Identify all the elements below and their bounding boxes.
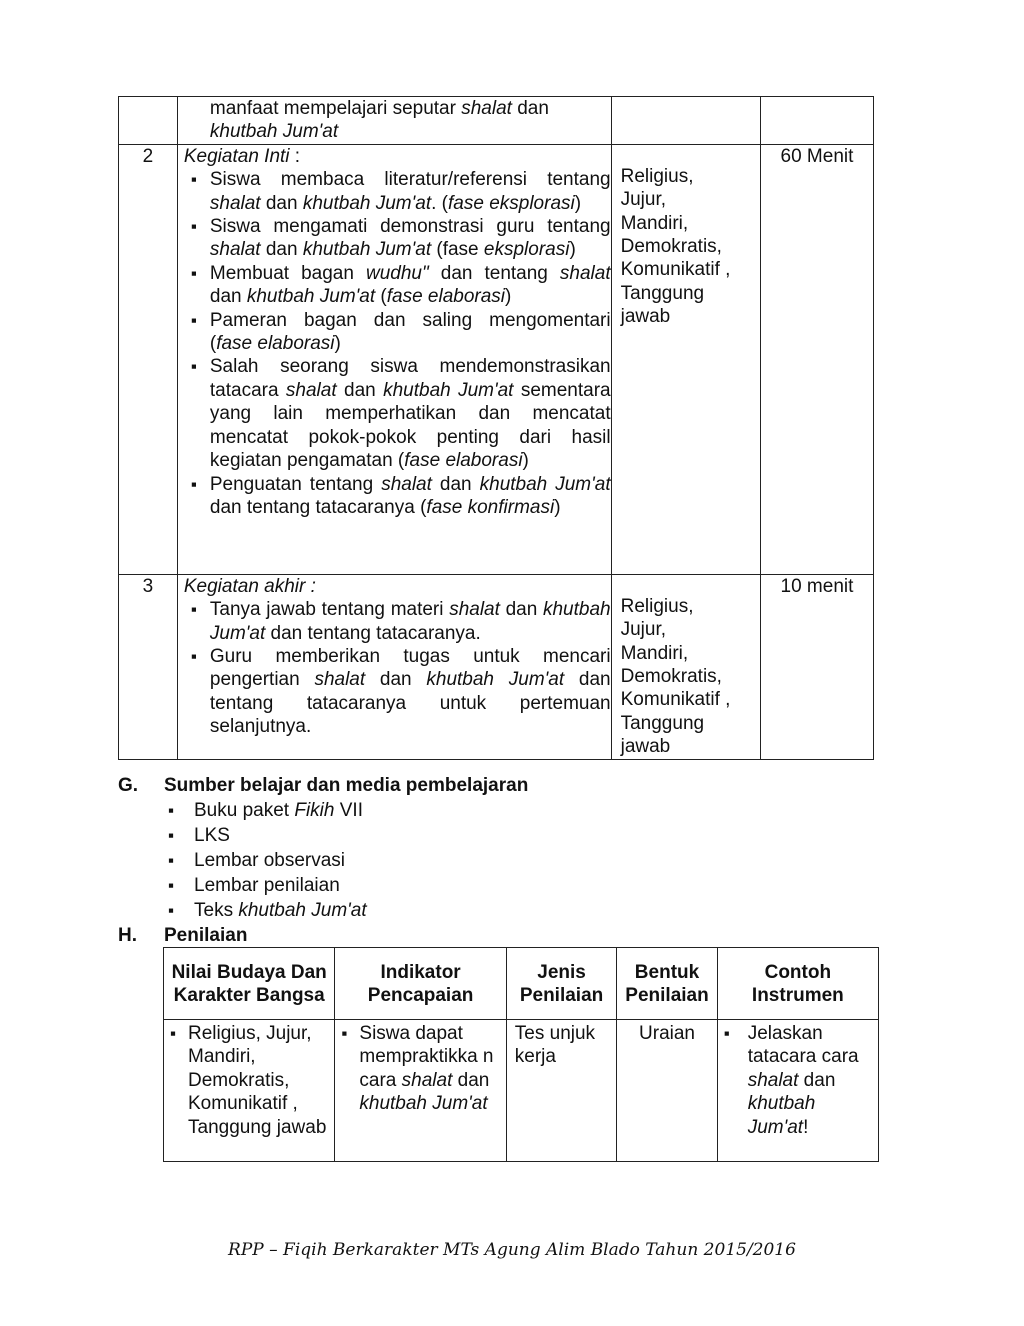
time-cell: 60 Menit xyxy=(760,144,873,574)
list-item: ▪ LKS xyxy=(164,823,528,848)
list-item: ▪ Guru memberikan tugas untuk mencari pengertian shalat dan khutbah Jum'at dan tentang tatacaranya untuk pertemuan selanjutnya. xyxy=(184,645,611,739)
column-header: Nilai Budaya Dan Karakter Bangsa xyxy=(164,948,335,1020)
time-cell: 10 menit xyxy=(760,574,873,759)
list-item: ▪ Lembar observasi xyxy=(164,848,528,873)
list-item: ▪ Pameran bagan dan saling mengomentari (fase elaborasi) xyxy=(184,309,611,356)
list-item: ▪ Buku paket Fikih VII xyxy=(164,798,528,823)
row-number: 3 xyxy=(119,574,178,759)
column-header: Jenis Penilaian xyxy=(506,948,617,1020)
table-cell xyxy=(119,97,178,145)
character-values-cell: Religius, Jujur, Mandiri, Demokratis, Komunikatif , Tanggung jawab xyxy=(611,144,760,574)
section-g xyxy=(118,773,528,948)
column-header: Contoh Instrumen xyxy=(717,948,878,1020)
table-row xyxy=(164,1020,879,1162)
table-cell: Tes unjuk kerja xyxy=(506,1020,617,1162)
activity-cell: Kegiatan Inti : ▪ Siswa membaca literatur/referensi tentang shalat dan khutbah Jum'at. (fase eksplorasi) ▪ Siswa mengamati demonstrasi guru tentang shalat dan khutbah Jum'at (fase eksplorasi) ▪ Membuat bagan wudhu" dan tentang shalat dan khutbah Jum'at (fase elaborasi) ▪ Pameran bagan dan saling mengomentari (fase elaborasi) ▪ Salah seorang siswa mendemonstrasikan tatacara shalat dan khutbah Jum'at sementara yang lain memperhatikan dan mencatat mencatat pokok-pokok penting dari hasil kegiatan pengamatan (fase elaborasi) ▪ Penguatan tentang shalat dan khutbah Jum'at dan tentang tatacaranya (fase konfirmasi) xyxy=(177,144,611,574)
table-cell xyxy=(611,97,760,145)
table-cell: ▪ Religius, Jujur, Mandiri, Demokratis, Komunikatif , Tanggung jawab xyxy=(164,1020,335,1162)
list-item: ▪ Salah seorang siswa mendemonstrasikan tatacara shalat dan khutbah Jum'at sementara yang lain memperhatikan dan mencatat mencatat pokok-pokok penting dari hasil kegiatan pengamatan (fase elaborasi) xyxy=(184,355,611,472)
list-item: ▪ Membuat bagan wudhu" dan tentang shalat dan khutbah Jum'at (fase elaborasi) xyxy=(184,262,611,309)
table-row xyxy=(119,574,874,759)
page-footer: RPP – Fiqih Berkarakter MTs Agung Alim Blado Tahun 2015/2016 xyxy=(228,1240,796,1260)
table-header-row xyxy=(164,948,879,1020)
list-item: ▪ Teks khutbah Jum'at xyxy=(164,898,528,923)
list-item: ▪ Tanya jawab tentang materi shalat dan khutbah Jum'at dan tentang tatacaranya. xyxy=(184,598,611,645)
table-cell: Uraian xyxy=(617,1020,717,1162)
table-row xyxy=(119,144,874,574)
table-cell xyxy=(760,97,873,145)
table-cell: manfaat mempelajari seputar shalat dan khutbah Jum'at xyxy=(177,97,611,145)
table-row xyxy=(119,97,874,145)
character-values-cell: Religius, Jujur, Mandiri, Demokratis, Komunikatif , Tanggung jawab xyxy=(611,574,760,759)
list-item: ▪ Siswa mengamati demonstrasi guru tentang shalat dan khutbah Jum'at (fase eksplorasi) xyxy=(184,215,611,262)
activity-list xyxy=(184,598,611,738)
list-item: ▪ Penguatan tentang shalat dan khutbah Jum'at dan tentang tatacaranya (fase konfirmasi) xyxy=(184,473,611,520)
list-item: ▪ Siswa membaca literatur/referensi tentang shalat dan khutbah Jum'at. (fase eksplorasi) xyxy=(184,168,611,215)
row-number: 2 xyxy=(119,144,178,574)
section-heading: G. Sumber belajar dan media pembelajaran xyxy=(118,775,529,796)
activity-cell: Kegiatan akhir : ▪ Tanya jawab tentang materi shalat dan khutbah Jum'at dan tentang tatacaranya. ▪ Guru memberikan tugas untuk mencari pengertian shalat dan khutbah Jum'at dan tentang tatacaranya untuk pertemuan selanjutnya. xyxy=(177,574,611,759)
activities-table xyxy=(118,96,874,760)
list-item: ▪ Lembar penilaian xyxy=(164,873,528,898)
assessment-table xyxy=(163,947,879,1162)
column-header: Bentuk Penilaian xyxy=(617,948,717,1020)
table-cell: ▪ Jelaskan tatacara cara shalat dan khutbah Jum'at! xyxy=(717,1020,878,1162)
section-heading: H. Penilaian xyxy=(118,925,248,946)
table-cell: ▪ Siswa dapat mempraktikka n cara shalat dan khutbah Jum'at xyxy=(335,1020,506,1162)
resource-list xyxy=(118,798,528,923)
activity-list xyxy=(184,168,611,519)
column-header: Indikator Pencapaian xyxy=(335,948,506,1020)
